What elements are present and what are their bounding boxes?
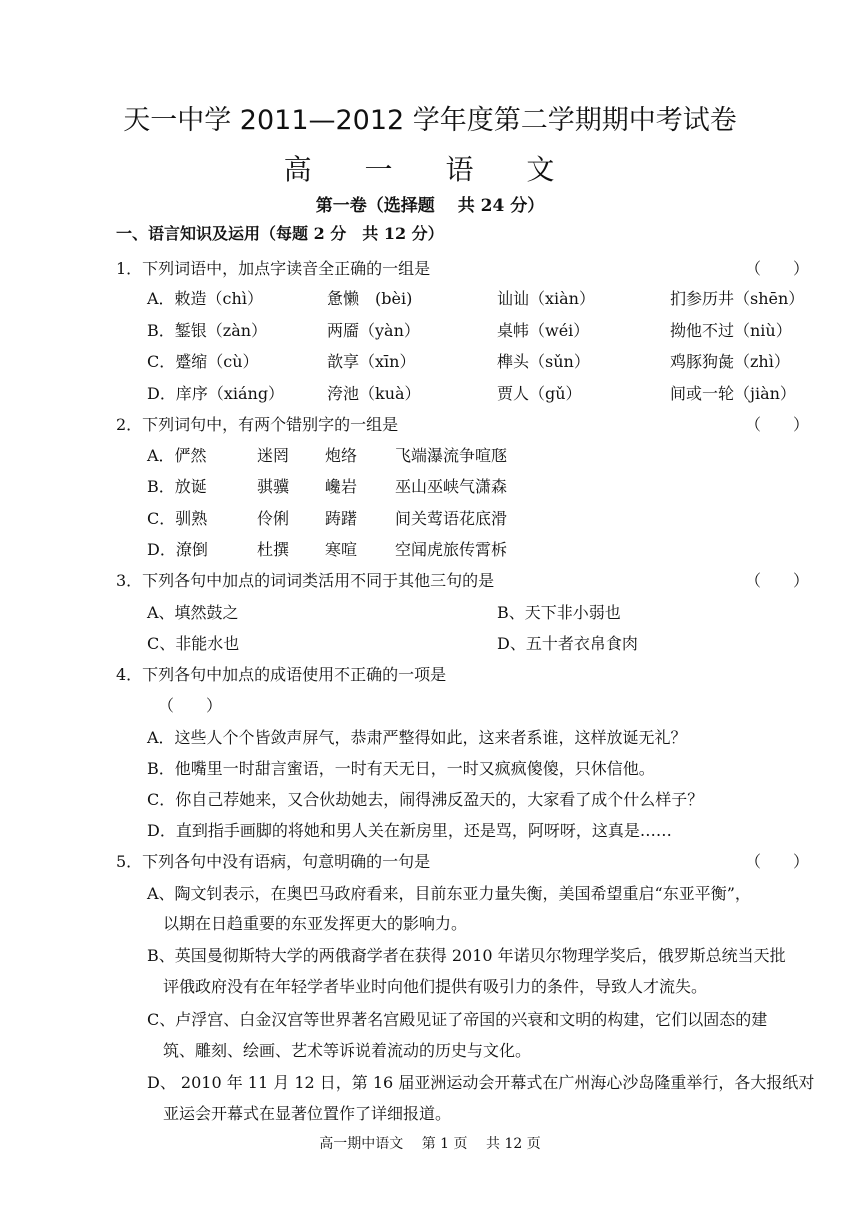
q4-option-d: D．直到指手画脚的将她和男人关在新房里，还是骂，阿呀呀，这真是……	[147, 821, 672, 840]
q2-option-b-1: B．放诞	[147, 477, 207, 496]
q1-option-a-2: 惫懒 (bèi)	[327, 289, 413, 308]
section-heading: 一、语言知识及运用（每题 2 分 共 12 分）	[116, 224, 444, 243]
volume-heading: 第一卷（选择题 共 24 分）	[315, 196, 545, 216]
q1-option-d-3: 贾人（gǔ）	[497, 384, 582, 403]
q5-option-d-line-1: D、 2010 年 11 月 12 日，第 16 届亚洲运动会开幕式在广州海心沙岛隆重举行，各大报纸对	[147, 1073, 815, 1092]
q2-option-d-2: 杜撰	[257, 540, 290, 559]
exam-subject: 高 一 语 文	[283, 153, 577, 186]
question-1-answer-blank: （ ）	[745, 259, 810, 278]
q4-option-c: C．你自己荐她来，又合伙劫她去，闹得沸反盈天的，大家看了成个什么样子？	[147, 790, 704, 809]
question-5-stem: 5．下列各句中没有语病，句意明确的一句是	[116, 852, 431, 871]
q2-option-c-4: 间关莺语花底滑	[395, 509, 508, 528]
q2-option-a-1: A．俨然	[147, 446, 207, 465]
question-2-stem: 2．下列词句中，有两个错别字的一组是	[116, 415, 399, 434]
q1-option-c-2: 歆享（xīn）	[327, 352, 416, 371]
q2-option-b-3: 巉岩	[325, 477, 358, 496]
question-4-answer-blank: （ ）	[158, 696, 223, 715]
question-4-stem: 4．下列各句中加点的成语使用不正确的一项是	[116, 665, 447, 684]
q1-option-b-4: 拗他不过（niù）	[670, 321, 792, 340]
q2-option-d-1: D．潦倒	[147, 540, 208, 559]
q3-option-a: A、填然鼓之	[147, 603, 239, 622]
question-1-stem: 1．下列词语中，加点字读音全正确的一组是	[116, 259, 431, 278]
q1-option-a-3: 讪讪（xiàn）	[497, 289, 595, 308]
q2-option-c-2: 伶俐	[257, 509, 290, 528]
q2-option-c-3: 踌躇	[325, 509, 358, 528]
q5-option-a-line-1: A、陶文钊表示，在奥巴马政府看来，目前东亚力量失衡，美国希望重启“东亚平衡”，	[147, 884, 751, 903]
question-3-answer-blank: （ ）	[745, 571, 810, 590]
question-5-answer-blank: （ ）	[745, 852, 810, 871]
q3-option-d: D、五十者衣帛食肉	[497, 634, 638, 653]
q1-option-c-1: C．蹙缩（cù）	[147, 352, 259, 371]
q2-option-a-2: 迷罔	[257, 446, 290, 465]
q5-option-b-line-2: 评俄政府没有在年轻学者毕业时向他们提供有吸引力的条件，导致人才流失。	[163, 977, 708, 996]
page-footer: 高一期中语文 第 1 页 共 12 页	[319, 1136, 541, 1152]
q1-option-d-4: 间或一轮（jiàn）	[670, 384, 796, 403]
q1-option-b-1: B．錾银（zàn）	[147, 321, 268, 340]
q5-option-a-line-2: 以期在日趋重要的东亚发挥更大的影响力。	[163, 914, 468, 933]
q5-option-c-line-1: C、卢浮宫、白金汉宫等世界著名宫殿见证了帝国的兴衰和文明的构建，它们以固态的建	[147, 1010, 768, 1029]
q3-option-c: C、非能水也	[147, 634, 240, 653]
q2-option-d-4: 空闻虎旅传霄柝	[395, 540, 508, 559]
q3-option-b: B、天下非小弱也	[497, 603, 621, 622]
q4-option-b: B．他嘴里一时甜言蜜语，一时有天无日，一时又疯疯傻傻，只休信他。	[147, 759, 655, 778]
q2-option-b-2: 骐骥	[257, 477, 290, 496]
q5-option-b-line-1: B、英国曼彻斯特大学的两俄裔学者在获得 2010 年诺贝尔物理学奖后，俄罗斯总统当天批	[147, 946, 786, 965]
q1-option-d-1: D．庠序（xiáng）	[147, 384, 285, 403]
q5-option-d-line-2: 亚运会开幕式在显著位置作了详细报道。	[163, 1104, 452, 1123]
q2-option-b-4: 巫山巫峡气潇森	[395, 477, 508, 496]
q4-option-a: A．这些人个个皆敛声屏气，恭肃严整得如此，这来者系谁，这样放诞无礼？	[147, 728, 687, 747]
q1-option-c-4: 鸡豚狗彘（zhì）	[670, 352, 790, 371]
q1-option-b-3: 桌帏（wéi）	[497, 321, 590, 340]
exam-title: 天一中学 2011—2012 学年度第二学期期中考试卷	[123, 105, 737, 136]
q1-option-b-2: 两靥（yàn）	[327, 321, 420, 340]
q1-option-a-1: A．敕造（chì）	[147, 289, 263, 308]
q1-option-d-2: 洿池（kuà）	[327, 384, 421, 403]
question-2-answer-blank: （ ）	[745, 415, 810, 434]
q2-option-d-3: 寒喧	[325, 540, 358, 559]
q5-option-c-line-2: 筑、雕刻、绘画、艺术等诉说着流动的历史与文化。	[163, 1041, 532, 1060]
question-3-stem: 3．下列各句中加点的词词类活用不同于其他三句的是	[116, 571, 495, 590]
q2-option-c-1: C．驯熟	[147, 509, 208, 528]
q2-option-a-4: 飞端瀑流争喧豗	[395, 446, 508, 465]
q2-option-a-3: 炮络	[325, 446, 358, 465]
q1-option-a-4: 扪参历井（shēn）	[670, 289, 805, 308]
q1-option-c-3: 榫头（sǔn）	[497, 352, 590, 371]
